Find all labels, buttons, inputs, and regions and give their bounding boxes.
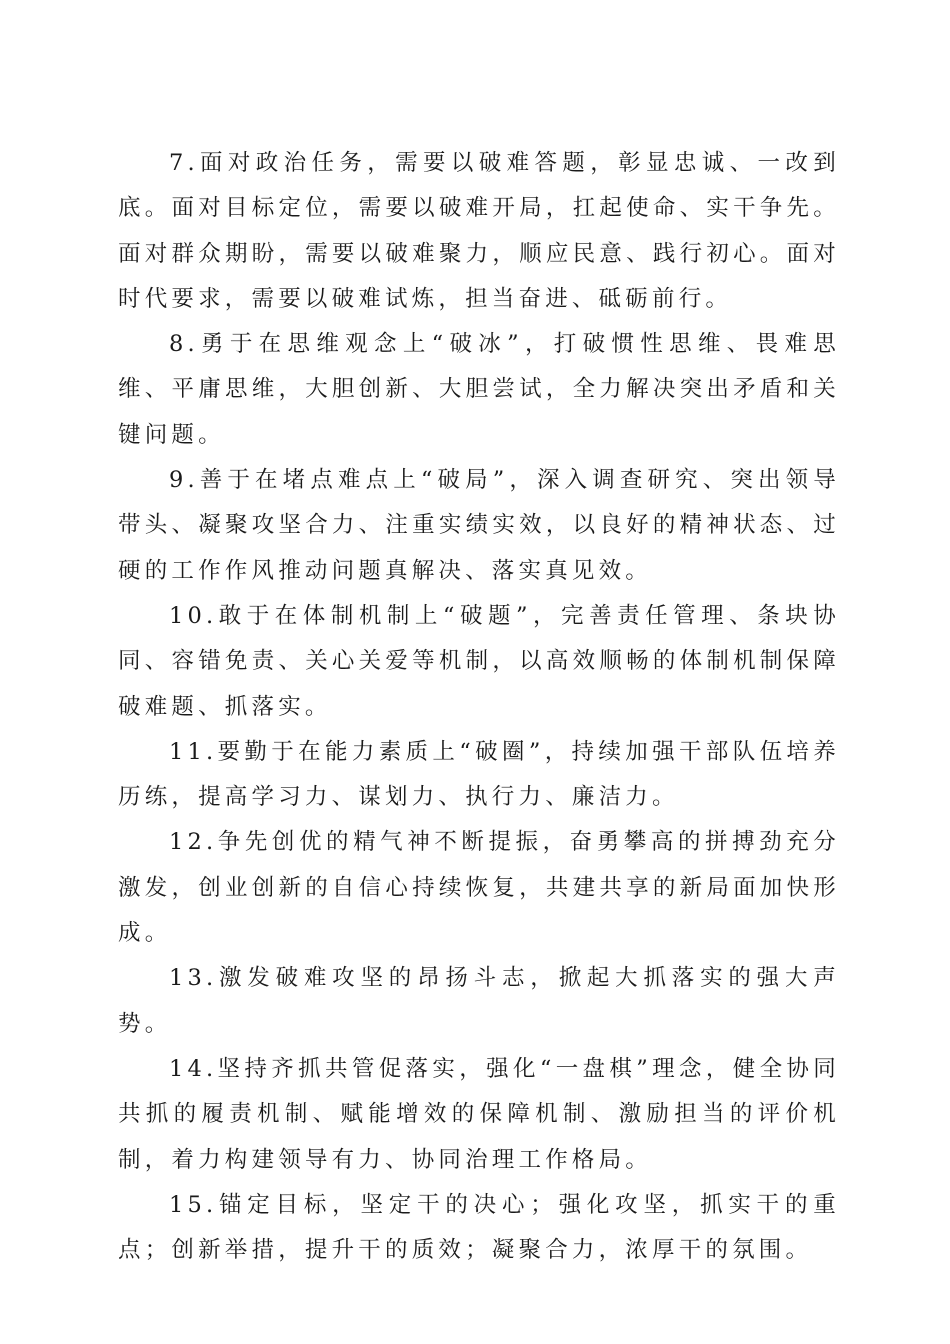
document-body — [118, 141, 840, 1273]
paragraph-10: 10.敢于在体制机制上“破题”，完善责任管理、条块协同、容错免责、关心关爱等机制，以高效顺畅的体制机制保障破难题、抓落实。 — [118, 602, 840, 720]
paragraph-11: 11.要勤于在能力素质上“破圈”，持续加强干部队伍培养历练，提高学习力、谋划力、执行力、廉洁力。 — [118, 738, 840, 811]
paragraph-9: 9.善于在堵点难点上“破局”，深入调查研究、突出领导带头、凝聚攻坚合力、注重实绩实效，以良好的精神状态、过硬的工作作风推动问题真解决、落实真见效。 — [118, 467, 840, 584]
paragraph-14: 14.坚持齐抓共管促落实，强化“一盘棋”理念，健全协同共抓的履责机制、赋能增效的保障机制、激励担当的评价机制，着力构建领导有力、协同治理工作格局。 — [118, 1055, 840, 1173]
paragraph-7: 7.面对政治任务，需要以破难答题，彰显忠诚、一改到底。面对目标定位，需要以破难开局，扛起使命、实干争先。面对群众期盼，需要以破难聚力，顺应民意、践行初心。面对时代要求，需要以破难试炼，担当奋进、砥砺前行。 — [118, 150, 840, 312]
paragraph-13: 13.激发破难攻坚的昂扬斗志，掀起大抓落实的强大声势。 — [118, 965, 840, 1037]
paragraph-8: 8.勇于在思维观念上“破冰”，打破惯性思维、畏难思维、平庸思维，大胆创新、大胆尝试，全力解决突出矛盾和关键问题。 — [118, 331, 840, 448]
paragraph-15: 15.锚定目标，坚定干的决心；强化攻坚，抓实干的重点；创新举措，提升干的质效；凝聚合力，浓厚干的氛围。 — [118, 1191, 840, 1264]
paragraph-12: 12.争先创优的精气神不断提振，奋勇攀高的拼搏劲充分激发，创业创新的自信心持续恢复，共建共享的新局面加快形成。 — [118, 829, 840, 947]
